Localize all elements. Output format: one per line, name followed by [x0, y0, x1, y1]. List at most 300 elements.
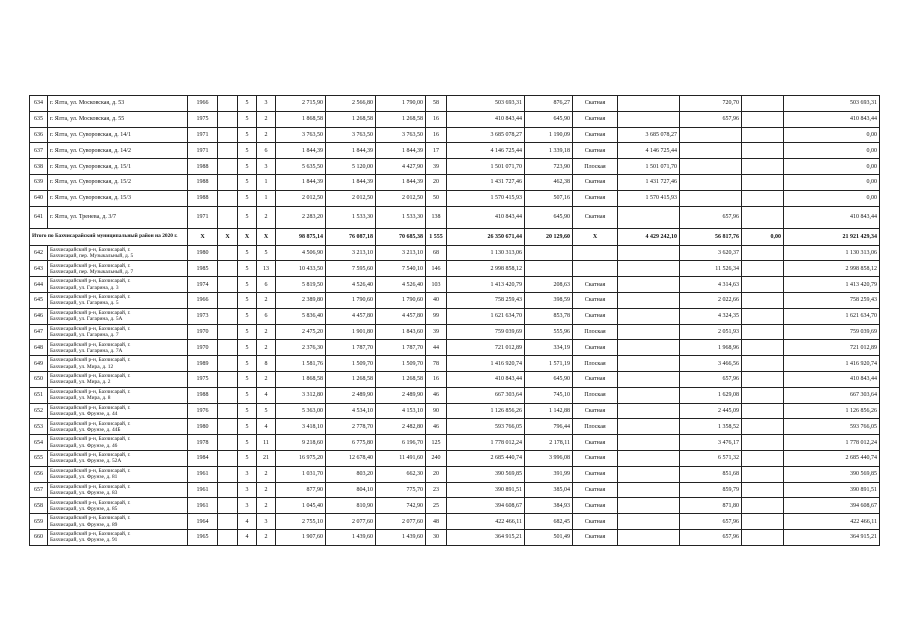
cell-repair-cost: 1 778 012,24	[447, 435, 525, 451]
cell-x: X	[573, 228, 618, 245]
cell-repair-cost: 593 766,05	[447, 419, 525, 435]
cell-fund-regional: 657,96	[680, 514, 742, 530]
cell-build-year: 1980	[188, 419, 218, 435]
cell-fund-capital	[618, 371, 680, 387]
cell-unit-rate: 462,38	[525, 174, 573, 190]
cell-build-year: 1978	[188, 435, 218, 451]
cell-living-area: 2 566,80	[326, 96, 376, 112]
address-line-1: Бахчисарайский р-н, Бахчисарай, г.	[50, 452, 131, 459]
cell-fund-local	[742, 498, 784, 514]
cell-x: X	[238, 228, 257, 245]
cell-row-total: 593 766,05	[784, 419, 880, 435]
cell-fund-local	[742, 206, 784, 228]
cell-build-year: 1971	[188, 127, 218, 143]
cell-unit-rate: 645,90	[525, 371, 573, 387]
cell-residents: 16	[426, 127, 447, 143]
cell-row-number: 655	[30, 450, 48, 466]
cell-row-number: 652	[30, 403, 48, 419]
cell-roof-type: Скатная	[573, 450, 618, 466]
cell-material-mark	[218, 324, 238, 340]
cell-living-area: 1 787,70	[326, 340, 376, 356]
cell-fund-regional: 2 022,66	[680, 292, 742, 308]
table-row	[30, 356, 880, 372]
cell-address: г. Ялта, ул. Тренева, д. 3/7	[48, 206, 188, 228]
address-line-2: Бахчисарай, ул. Гагарина, д. 5	[50, 300, 119, 307]
cell-fund-local	[742, 174, 784, 190]
cell-fund-regional	[680, 174, 742, 190]
cell-row-number: 657	[30, 482, 48, 498]
cell-floors: 5	[238, 190, 257, 206]
cell-unit-rate: 555,96	[525, 324, 573, 340]
cell-living-area: 1 439,60	[326, 529, 376, 545]
cell-address	[48, 403, 188, 419]
cell-total-label: Итого по Бахчисарайский муниципальный район на 2020 г.	[30, 228, 188, 245]
table-body	[30, 96, 880, 546]
cell-fund-capital	[618, 324, 680, 340]
cell-floors: 4	[238, 514, 257, 530]
address-line-2: Бахчисарай, ул. Мира, д. 12	[50, 363, 114, 370]
address-line-2: Бахчисарай, ул. Фрунзе, д. 44Б	[50, 426, 121, 433]
cell-row-total: 410 843,44	[784, 111, 880, 127]
cell-row-number: 642	[30, 245, 48, 261]
cell-total-area: 877,90	[276, 482, 326, 498]
cell-total-area: 2 376,30	[276, 340, 326, 356]
cell-living-area: 76 087,18	[326, 228, 376, 245]
cell-total-area: 2 012,50	[276, 190, 326, 206]
cell-total-area: 4 506,90	[276, 245, 326, 261]
cell-repair-cost: 1 431 727,46	[447, 174, 525, 190]
cell-residents: 90	[426, 403, 447, 419]
cell-repair-cost: 364 915,21	[447, 529, 525, 545]
cell-total-area: 16 975,20	[276, 450, 326, 466]
cell-roof-type: Скатная	[573, 403, 618, 419]
cell-build-year: 1973	[188, 308, 218, 324]
table-row	[30, 245, 880, 261]
cell-entrances: 3	[257, 96, 276, 112]
cell-address	[48, 308, 188, 324]
cell-x: X	[188, 228, 218, 245]
cell-residents: 146	[426, 261, 447, 277]
cell-row-number: 648	[30, 340, 48, 356]
cell-row-total: 667 303,64	[784, 387, 880, 403]
address-line-1: Бахчисарайский р-н, Бахчисарай, г.	[50, 420, 131, 427]
cell-living-area: 2 012,50	[326, 190, 376, 206]
cell-row-total: 1 778 012,24	[784, 435, 880, 451]
address-line-1: Бахчисарайский р-н, Бахчисарай, г.	[50, 246, 131, 253]
address-line-1: Бахчисарайский р-н, Бахчисарай, г.	[50, 373, 131, 380]
cell-repair-cost: 390 891,51	[447, 482, 525, 498]
cell-floors: 5	[238, 174, 257, 190]
cell-fund-capital	[618, 450, 680, 466]
cell-floors: 5	[238, 111, 257, 127]
cell-row-total: 2 685 440,74	[784, 450, 880, 466]
cell-fund-regional: 1 968,96	[680, 340, 742, 356]
cell-fund-regional: 1 629,08	[680, 387, 742, 403]
cell-living-area: 5 120,00	[326, 159, 376, 175]
cell-unit-rate: 3 996,08	[525, 450, 573, 466]
cell-roof-type: Плоская	[573, 419, 618, 435]
cell-fund-regional: 851,68	[680, 466, 742, 482]
cell-residential-area: 1 268,58	[376, 371, 426, 387]
cell-entrances: 4	[257, 387, 276, 403]
cell-fund-capital	[618, 308, 680, 324]
cell-address: г. Ялта, ул. Суворовская, д. 15/3	[48, 190, 188, 206]
cell-repair-cost: 422 466,11	[447, 514, 525, 530]
cell-address	[48, 482, 188, 498]
cell-entrances: 3	[257, 159, 276, 175]
cell-residents: 48	[426, 514, 447, 530]
cell-fund-local	[742, 143, 784, 159]
cell-fund-capital	[618, 206, 680, 228]
cell-floors: 5	[238, 127, 257, 143]
cell-fund-capital	[618, 529, 680, 545]
cell-repair-cost: 2 685 440,74	[447, 450, 525, 466]
cell-floors: 5	[238, 387, 257, 403]
cell-residents: 16	[426, 371, 447, 387]
cell-roof-type: Скатная	[573, 308, 618, 324]
cell-roof-type: Скатная	[573, 371, 618, 387]
cell-fund-capital	[618, 96, 680, 112]
cell-repair-cost: 667 303,64	[447, 387, 525, 403]
cell-roof-type	[573, 261, 618, 277]
cell-entrances: 21	[257, 450, 276, 466]
table-row	[30, 159, 880, 175]
cell-floors: 5	[238, 324, 257, 340]
cell-build-year: 1975	[188, 111, 218, 127]
cell-floors: 5	[238, 159, 257, 175]
cell-total-area: 3 418,10	[276, 419, 326, 435]
cell-fund-regional: 6 571,32	[680, 450, 742, 466]
cell-material-mark	[218, 277, 238, 293]
cell-fund-capital	[618, 111, 680, 127]
cell-row-number: 647	[30, 324, 48, 340]
cell-living-area: 4 457,80	[326, 308, 376, 324]
cell-roof-type: Скатная	[573, 174, 618, 190]
cell-row-number: 643	[30, 261, 48, 277]
cell-row-number: 640	[30, 190, 48, 206]
cell-total-area: 1 031,70	[276, 466, 326, 482]
cell-fund-regional	[680, 143, 742, 159]
cell-address: г. Ялта, ул. Суворовская, д. 14/2	[48, 143, 188, 159]
cell-fund-capital	[618, 387, 680, 403]
address-line-2: Бахчисарай, пер. Музыкальный, д. 7	[50, 268, 134, 275]
cell-entrances: 2	[257, 466, 276, 482]
cell-roof-type: Скатная	[573, 482, 618, 498]
cell-fund-capital	[618, 356, 680, 372]
cell-fund-regional: 3 476,17	[680, 435, 742, 451]
address-line-2: Бахчисарай, ул. Фрунзе, д. 81	[50, 474, 118, 481]
address-line-2: Бахчисарай, ул. Мира, д. 8	[50, 395, 111, 402]
cell-build-year: 1988	[188, 174, 218, 190]
cell-address: г. Ялта, ул. Суворовская, д. 15/2	[48, 174, 188, 190]
cell-residential-area: 11 491,60	[376, 450, 426, 466]
cell-address	[48, 419, 188, 435]
table-row	[30, 403, 880, 419]
cell-unit-rate: 723,90	[525, 159, 573, 175]
cell-entrances: 6	[257, 277, 276, 293]
cell-fund-regional: 871,80	[680, 498, 742, 514]
cell-fund-capital	[618, 340, 680, 356]
cell-material-mark	[218, 190, 238, 206]
cell-floors: 5	[238, 403, 257, 419]
cell-residential-area: 775,70	[376, 482, 426, 498]
cell-fund-regional: 657,96	[680, 111, 742, 127]
cell-fund-capital: 1 570 415,93	[618, 190, 680, 206]
cell-address	[48, 292, 188, 308]
cell-residential-area: 4 526,40	[376, 277, 426, 293]
cell-row-number: 639	[30, 174, 48, 190]
cell-residential-area: 1 790,60	[376, 292, 426, 308]
cell-address	[48, 324, 188, 340]
cell-residents: 40	[426, 292, 447, 308]
cell-residential-area: 4 427,90	[376, 159, 426, 175]
cell-build-year: 1989	[188, 356, 218, 372]
cell-build-year: 1965	[188, 529, 218, 545]
cell-total-area: 5 635,50	[276, 159, 326, 175]
cell-row-number: 641	[30, 206, 48, 228]
cell-material-mark	[218, 435, 238, 451]
cell-material-mark	[218, 127, 238, 143]
cell-row-total: 1 130 313,06	[784, 245, 880, 261]
cell-residential-area: 70 685,38	[376, 228, 426, 245]
cell-unit-rate: 1 571,19	[525, 356, 573, 372]
cell-unit-rate: 398,59	[525, 292, 573, 308]
cell-fund-capital: 3 685 078,27	[618, 127, 680, 143]
cell-total-area: 5 363,00	[276, 403, 326, 419]
cell-repair-cost: 1 501 071,70	[447, 159, 525, 175]
address-line-2: Бахчисарай, ул. Фрунзе, д. 44	[50, 410, 118, 417]
cell-fund-regional: 657,96	[680, 529, 742, 545]
cell-living-area: 810,90	[326, 498, 376, 514]
cell-residential-area: 742,90	[376, 498, 426, 514]
cell-row-number: 658	[30, 498, 48, 514]
cell-entrances: 2	[257, 111, 276, 127]
cell-row-total: 2 998 858,12	[784, 261, 880, 277]
cell-address: г. Ялта, ул. Суворовская, д. 15/1	[48, 159, 188, 175]
cell-row-total: 410 843,44	[784, 206, 880, 228]
cell-fund-regional: 56 817,76	[680, 228, 742, 245]
cell-material-mark	[218, 111, 238, 127]
table-row	[30, 529, 880, 545]
cell-residents: 39	[426, 159, 447, 175]
cell-build-year: 1988	[188, 387, 218, 403]
cell-roof-type: Скатная	[573, 529, 618, 545]
cell-unit-rate: 1 142,88	[525, 403, 573, 419]
cell-address	[48, 340, 188, 356]
cell-total-area: 1 868,58	[276, 111, 326, 127]
address-line-1: Бахчисарайский р-н, Бахчисарай, г.	[50, 357, 131, 364]
cell-material-mark	[218, 292, 238, 308]
cell-living-area: 4 534,10	[326, 403, 376, 419]
table-row	[30, 277, 880, 293]
cell-unit-rate: 1 339,18	[525, 143, 573, 159]
cell-unit-rate	[525, 261, 573, 277]
cell-fund-regional: 859,79	[680, 482, 742, 498]
cell-fund-local	[742, 261, 784, 277]
cell-entrances: 1	[257, 174, 276, 190]
cell-entrances: 2	[257, 482, 276, 498]
cell-fund-local	[742, 435, 784, 451]
cell-residents: 1 555	[426, 228, 447, 245]
cell-residents: 44	[426, 340, 447, 356]
cell-fund-regional: 720,70	[680, 96, 742, 112]
cell-material-mark	[218, 514, 238, 530]
cell-residents: 138	[426, 206, 447, 228]
cell-fund-local	[742, 245, 784, 261]
cell-address	[48, 371, 188, 387]
cell-fund-capital	[618, 419, 680, 435]
cell-fund-local: 0,00	[742, 228, 784, 245]
cell-residential-area: 4 457,80	[376, 308, 426, 324]
cell-fund-regional: 11 526,34	[680, 261, 742, 277]
cell-unit-rate	[525, 245, 573, 261]
cell-fund-regional	[680, 190, 742, 206]
address-line-1: Бахчисарайский р-н, Бахчисарай, г.	[50, 515, 131, 522]
cell-fund-regional: 657,96	[680, 371, 742, 387]
cell-fund-capital	[618, 292, 680, 308]
cell-row-total: 0,00	[784, 190, 880, 206]
cell-row-number: 645	[30, 292, 48, 308]
cell-build-year: 1975	[188, 371, 218, 387]
cell-total-area: 5 819,50	[276, 277, 326, 293]
cell-repair-cost: 1 570 415,93	[447, 190, 525, 206]
cell-fund-capital	[618, 261, 680, 277]
address-line-1: Бахчисарайский р-н, Бахчисарай, г.	[50, 262, 131, 269]
cell-unit-rate: 853,78	[525, 308, 573, 324]
cell-floors: 5	[238, 371, 257, 387]
cell-living-area: 2 778,70	[326, 419, 376, 435]
cell-repair-cost: 759 039,69	[447, 324, 525, 340]
cell-row-number: 635	[30, 111, 48, 127]
cell-roof-type: Плоская	[573, 387, 618, 403]
cell-living-area: 1 844,39	[326, 174, 376, 190]
table-row	[30, 174, 880, 190]
cell-fund-local	[742, 529, 784, 545]
cell-fund-capital: 4 429 242,10	[618, 228, 680, 245]
cell-row-total: 1 126 856,26	[784, 403, 880, 419]
address-line-1: Бахчисарайский р-н, Бахчисарай, г.	[50, 294, 131, 301]
cell-residential-area: 2 489,90	[376, 387, 426, 403]
cell-floors: 5	[238, 245, 257, 261]
cell-residential-area: 1 509,70	[376, 356, 426, 372]
cell-row-total: 1 416 920,74	[784, 356, 880, 372]
cell-address	[48, 435, 188, 451]
cell-residents: 103	[426, 277, 447, 293]
cell-material-mark	[218, 498, 238, 514]
cell-build-year: 1961	[188, 482, 218, 498]
cell-unit-rate: 2 178,11	[525, 435, 573, 451]
cell-entrances: 2	[257, 206, 276, 228]
cell-fund-regional: 4 314,63	[680, 277, 742, 293]
cell-row-number: 651	[30, 387, 48, 403]
cell-residents: 99	[426, 308, 447, 324]
table-row	[30, 261, 880, 277]
cell-roof-type: Скатная	[573, 277, 618, 293]
cell-fund-capital	[618, 403, 680, 419]
cell-floors: 5	[238, 143, 257, 159]
cell-floors: 5	[238, 308, 257, 324]
cell-row-total: 0,00	[784, 159, 880, 175]
cell-entrances: 2	[257, 127, 276, 143]
cell-entrances: 2	[257, 529, 276, 545]
cell-material-mark	[218, 206, 238, 228]
cell-material-mark	[218, 245, 238, 261]
cell-fund-local	[742, 482, 784, 498]
address-line-1: Бахчисарайский р-н, Бахчисарай, г.	[50, 341, 131, 348]
cell-living-area: 3 763,50	[326, 127, 376, 143]
cell-repair-cost: 1 413 420,79	[447, 277, 525, 293]
cell-living-area: 804,10	[326, 482, 376, 498]
cell-fund-regional: 3 620,37	[680, 245, 742, 261]
cell-build-year: 1988	[188, 190, 218, 206]
cell-entrances: 3	[257, 514, 276, 530]
cell-residential-area: 1 844,39	[376, 143, 426, 159]
cell-material-mark	[218, 261, 238, 277]
cell-residents: 240	[426, 450, 447, 466]
cell-fund-capital	[618, 435, 680, 451]
cell-total-area: 1 868,58	[276, 371, 326, 387]
cell-row-total: 0,00	[784, 127, 880, 143]
cell-row-total: 390 569,85	[784, 466, 880, 482]
cell-floors: 5	[238, 261, 257, 277]
cell-residential-area: 4 153,10	[376, 403, 426, 419]
cell-row-number: 634	[30, 96, 48, 112]
cell-build-year: 1988	[188, 159, 218, 175]
cell-repair-cost: 758 259,43	[447, 292, 525, 308]
cell-entrances: 2	[257, 371, 276, 387]
cell-fund-regional	[680, 159, 742, 175]
cell-entrances: 6	[257, 308, 276, 324]
cell-residential-area: 6 196,70	[376, 435, 426, 451]
cell-fund-capital: 1 431 727,46	[618, 174, 680, 190]
cell-unit-rate: 384,93	[525, 498, 573, 514]
cell-residential-area: 1 533,30	[376, 206, 426, 228]
address-line-1: Бахчисарайский р-н, Бахчисарай, г.	[50, 467, 131, 474]
cell-residential-area: 2 012,50	[376, 190, 426, 206]
cell-repair-cost: 410 843,44	[447, 111, 525, 127]
cell-row-number: 656	[30, 466, 48, 482]
cell-total-area: 1 045,40	[276, 498, 326, 514]
cell-row-total: 1 413 420,79	[784, 277, 880, 293]
cell-residential-area: 1 787,70	[376, 340, 426, 356]
address-line-2: Бахчисарай, ул. Фрунзе, д. 89	[50, 521, 118, 528]
cell-build-year: 1971	[188, 143, 218, 159]
address-line-2: Бахчисарай, ул. Гагарина, д. 3	[50, 284, 119, 291]
cell-row-total: 0,00	[784, 174, 880, 190]
cell-row-total: 758 259,43	[784, 292, 880, 308]
table-row	[30, 292, 880, 308]
cell-material-mark	[218, 403, 238, 419]
table-row	[30, 206, 880, 228]
cell-fund-regional: 1 358,52	[680, 419, 742, 435]
cell-unit-rate: 876,27	[525, 96, 573, 112]
cell-living-area: 3 213,10	[326, 245, 376, 261]
cell-row-number: 637	[30, 143, 48, 159]
cell-residents: 39	[426, 324, 447, 340]
cell-material-mark	[218, 356, 238, 372]
cell-residential-area: 1 439,60	[376, 529, 426, 545]
cell-repair-cost: 1 416 920,74	[447, 356, 525, 372]
cell-build-year: 1985	[188, 261, 218, 277]
address-line-2: Бахчисарай, ул. Фрунзе, д. 83	[50, 489, 118, 496]
cell-repair-cost: 394 608,67	[447, 498, 525, 514]
cell-build-year: 1970	[188, 340, 218, 356]
cell-repair-cost: 410 843,44	[447, 206, 525, 228]
cell-entrances: 2	[257, 324, 276, 340]
cell-repair-cost: 1 130 313,06	[447, 245, 525, 261]
total-row	[30, 228, 880, 245]
address-line-1: Бахчисарайский р-н, Бахчисарай, г.	[50, 531, 131, 538]
